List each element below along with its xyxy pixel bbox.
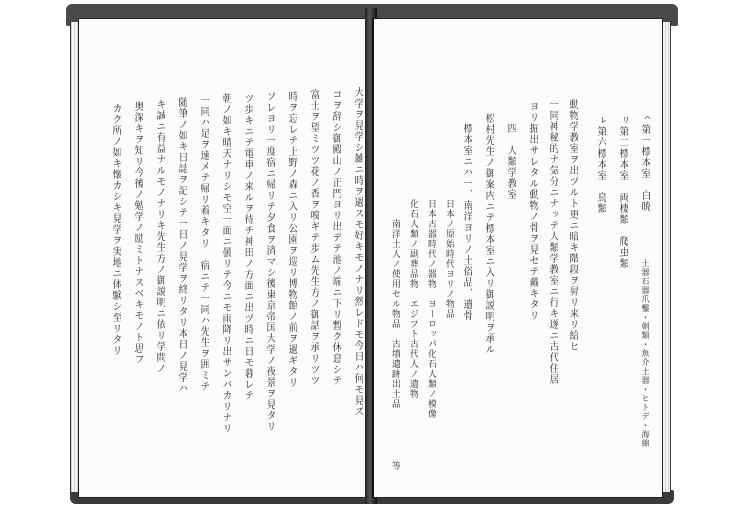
right-line-2: ㇼ第二標本室 両棲類 爬虫類 — [617, 115, 628, 269]
left-line-5: ソレヨリ一度宿ニ帰リテ夕食ヲ済マシ後東京帝国大学ノ夜景ヲ見タリ — [264, 91, 275, 432]
left-line-8: 一同ハ足ヲ速メテ帰リ着キタリ 宿ニテ一同ハ先生ヲ囲ミテ — [198, 95, 209, 392]
left-line-11: 奥深キヲ知リ今後ノ勉学ノ励ミトナスベキモノト思フ — [132, 101, 143, 365]
right-line-7: 四 人類学教室 — [505, 123, 516, 200]
right-line-9: 標本室ニハ一、南洋ヨリノ土俗品、遺骨 — [461, 123, 472, 321]
left-page — [78, 18, 373, 498]
left-line-4: 時ヲ忘レテ上野ノ森ニ入リ公園ヲ巡リ博物館ノ前ヲ過ギタリ — [286, 91, 297, 388]
left-line-10: キ誠ニ有益ナルモノナリキ先生方ノ御説明ニ依リ学問ノ — [154, 99, 165, 374]
right-line-12: 化石人類ノ副葬品物 エジプト古代人ノ遺物 — [408, 199, 418, 399]
right-page — [372, 18, 663, 498]
left-line-3: 富士ヲ望ミツツ花ノ香ヲ嗅ギテ歩ム先生方ノ御話ヲ承リツツ — [308, 89, 319, 386]
right-line-6: ヨリ掘出サレタル動物ノ骨ヲ見セテ戴キタリ — [527, 101, 538, 321]
right-line-4: 動物学教室ヲ出ヅルト更ニ暗キ階段ヲ昇リ来リ給ヒ — [567, 99, 578, 352]
left-line-9: 随筆ノ如キ日誌ヲ記シテ一日ノ見学ヲ終リタリ本日ノ見学ハ — [176, 97, 187, 394]
right-line-14: 等 — [390, 461, 400, 471]
left-line-2: コヲ辞シ御殿山ノ正門ヨリ出デテ池ノ端ニ下リ暫ク休息シテ — [330, 89, 341, 386]
right-line-13: 南洋土人ノ使用セル物品 古墳遺跡出土品 — [390, 219, 400, 409]
left-line-1: 大学ヲ見学シ雑ニ時ヲ過スモ好キモノナリ然レドモ今日ハ何モ見ズ — [352, 87, 363, 417]
right-line-5: 一同神秘的ナ気分ニナッテ人類学教室ニ行キ遂ニ古代住居 — [547, 99, 558, 385]
right-line-1b: 土器石器爪鑿・剣類・魚介土器・ヒトデ・海綿 — [641, 259, 650, 448]
left-line-6: ツ歩キニテ電車ノ来ルヲ待チ神田ノ方面ニ出ヅ時ニ日モ暮レテ — [242, 93, 253, 401]
right-line-1: ㇸ第一標本室 白暁 — [639, 113, 650, 212]
right-line-11: 日本古器時代ノ器物 ヨーロッパ化石人類ノ模像 — [426, 199, 436, 419]
right-line-3: ㇾ第六標本室 鳥類 — [595, 115, 606, 214]
right-line-8: 松村先生ノ御案内ニテ標本室ニ入リ御説明ヲ承ル — [483, 113, 494, 355]
right-line-10: 日本ノ原始時代ヨリノ物品 — [444, 199, 454, 319]
left-line-12: カク所ノ如キ懐カシキ見学ヲ実地ニ体験シ至リタリ — [110, 103, 121, 356]
left-line-7: 朝ノ如キ晴天ナリシモ空一面ニ曇リテ今ニモ雨降リ出サンバカリナリ — [220, 93, 231, 434]
